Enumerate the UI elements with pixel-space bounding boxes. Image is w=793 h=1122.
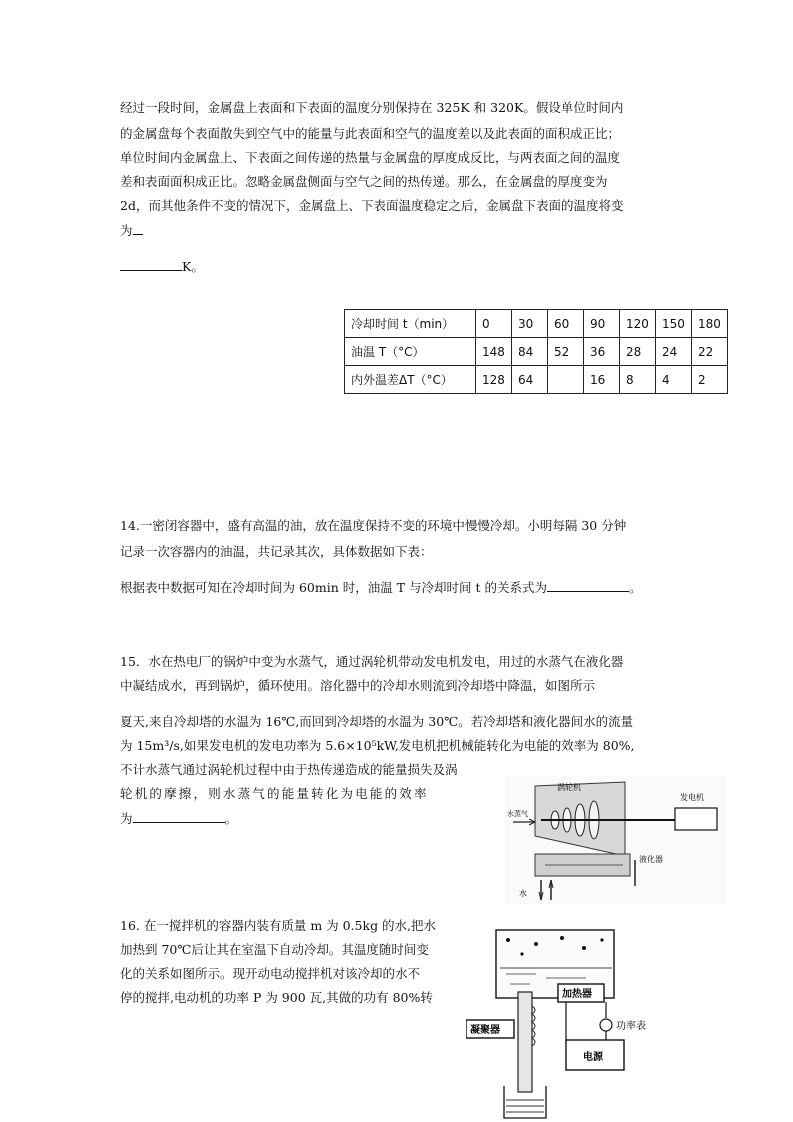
paragraph-line: 的金属盘每个表面散失到空气中的能量与此表面和空气的温度差以及此表面的面积成正比；	[120, 126, 621, 141]
meter-label: 功率表	[616, 1021, 646, 1032]
table-cell: 30	[512, 310, 548, 338]
q15-end: 。	[224, 811, 238, 826]
table-row	[345, 338, 728, 366]
table-row-label: 油温 T（°C）	[345, 338, 476, 366]
heater-apparatus-figure	[466, 922, 666, 1120]
q16-line: 16. 在一搅拌机的容器内装有质量 m 为 0.5kg 的水,把水	[120, 918, 437, 933]
generator-box	[675, 808, 717, 830]
answer-blank	[133, 222, 143, 235]
q16-line: 停的搅拌,电动机的功率 P 为 900 瓦,其做的功有 80%转	[120, 990, 433, 1005]
condenser-tube	[518, 992, 532, 1092]
table-cell: 180	[692, 310, 728, 338]
paragraph-last-word: 为	[120, 223, 133, 238]
table-row	[345, 366, 728, 394]
table-cell: 52	[548, 338, 584, 366]
table-cell: 0	[476, 310, 512, 338]
table-cell: 28	[620, 338, 656, 366]
table-cell: 2	[692, 366, 728, 394]
q14-line: 14.一密闭容器中，盛有高温的油，放在温度保持不变的环境中慢慢冷却。小明每隔 30 分钟	[120, 518, 627, 533]
answer-line	[120, 258, 680, 275]
table-cell: 60	[548, 310, 584, 338]
answer-blank	[133, 810, 225, 823]
paragraph-line: 经过一段时间，金属盘上表面和下表面的温度分别保持在 325K 和 320K。假设单位时间内	[120, 100, 624, 115]
q15-line: 不计水蒸气通过涡轮机过程中由于热传递造成的能量损失及涡	[120, 762, 458, 777]
table-cell: 120	[620, 310, 656, 338]
table-cell: 128	[476, 366, 512, 394]
power-plant-figure	[505, 776, 725, 904]
heater-label: 加热器	[562, 989, 592, 1000]
table-row	[345, 310, 728, 338]
answer-blank	[120, 258, 182, 271]
table-cell: 16	[584, 366, 620, 394]
paragraph-line: 差和表面面积成正比。忽略金属盘侧面与空气之间的热传递。那么，在金属盘的厚度变为	[120, 174, 608, 189]
cooling-table	[344, 309, 728, 394]
steam-label: 水蒸气	[507, 810, 528, 818]
q15-line: 15．水在热电厂的锅炉中变为水蒸气，通过涡轮机带动发电机发电，用过的水蒸气在液化器	[120, 654, 624, 669]
q15-line: 夏天,来自冷却塔的水温为 16℃,而回到冷却塔的水温为 30℃。若冷却塔和液化器间水的流量	[120, 714, 634, 729]
power-meter-icon	[600, 1019, 612, 1031]
water-label: 水	[519, 889, 527, 898]
condenser-label: 液化器	[639, 855, 663, 864]
table-cell: 148	[476, 338, 512, 366]
q15-line: 中凝结成水，再到锅炉，循环使用。溶化器中的冷却水则流到冷却塔中降温，如图所示	[120, 678, 596, 693]
answer-unit: K。	[182, 259, 204, 274]
power-label: 电源	[583, 1052, 603, 1063]
q14-end: 。	[629, 580, 642, 595]
q14-line	[120, 579, 680, 596]
q14-line: 记录一次容器内的油温，共记录其次，具体数据如下表：	[120, 544, 433, 559]
paragraph-line: 2d，而其他条件不变的情况下，金属盘上、下表面温度稳定之后，金属盘下表面的温度将变	[120, 198, 624, 213]
q15-line: 轮机的摩擦，则水蒸气的能量转化为电能的效率	[120, 786, 429, 801]
table-cell: 22	[692, 338, 728, 366]
table-cell: 24	[656, 338, 692, 366]
table-cell: 90	[584, 310, 620, 338]
q15-last-word: 为	[120, 811, 133, 826]
q16-line: 加热到 70℃后让其在室温下自动冷却。其温度随时间变	[120, 942, 429, 957]
table-cell: 84	[512, 338, 548, 366]
generator-label: 发电机	[680, 793, 704, 802]
q15-line: 为 15m³/s,如果发电机的发电功率为 5.6×10⁵kW,发电机把机械能转化为电能的效率为 80%,	[120, 738, 635, 753]
q16-line: 化的关系如图所示。现开动电动搅拌机对该冷却的水不	[120, 966, 421, 981]
table-cell: 150	[656, 310, 692, 338]
table-cell: 4	[656, 366, 692, 394]
table-cell: 8	[620, 366, 656, 394]
table-cell: 36	[584, 338, 620, 366]
table-row-label: 冷却时间 t（min）	[345, 310, 476, 338]
paragraph-line-end	[120, 222, 680, 239]
condenser-label: 凝聚器	[470, 1025, 500, 1036]
answer-blank	[547, 579, 629, 592]
table-cell: 64	[512, 366, 548, 394]
table-row-label: 内外温差ΔT（°C）	[345, 366, 476, 394]
table-cell	[548, 366, 584, 394]
paragraph-line: 单位时间内金属盘上、下表面之间传递的热量与金属盘的厚度成反比，与两表面之间的温度	[120, 150, 621, 165]
q14-question-text: 根据表中数据可知在冷却时间为 60min 时，油温 T 与冷却时间 t 的关系式为	[120, 580, 548, 595]
turbine-label: 涡轮机	[557, 783, 581, 792]
